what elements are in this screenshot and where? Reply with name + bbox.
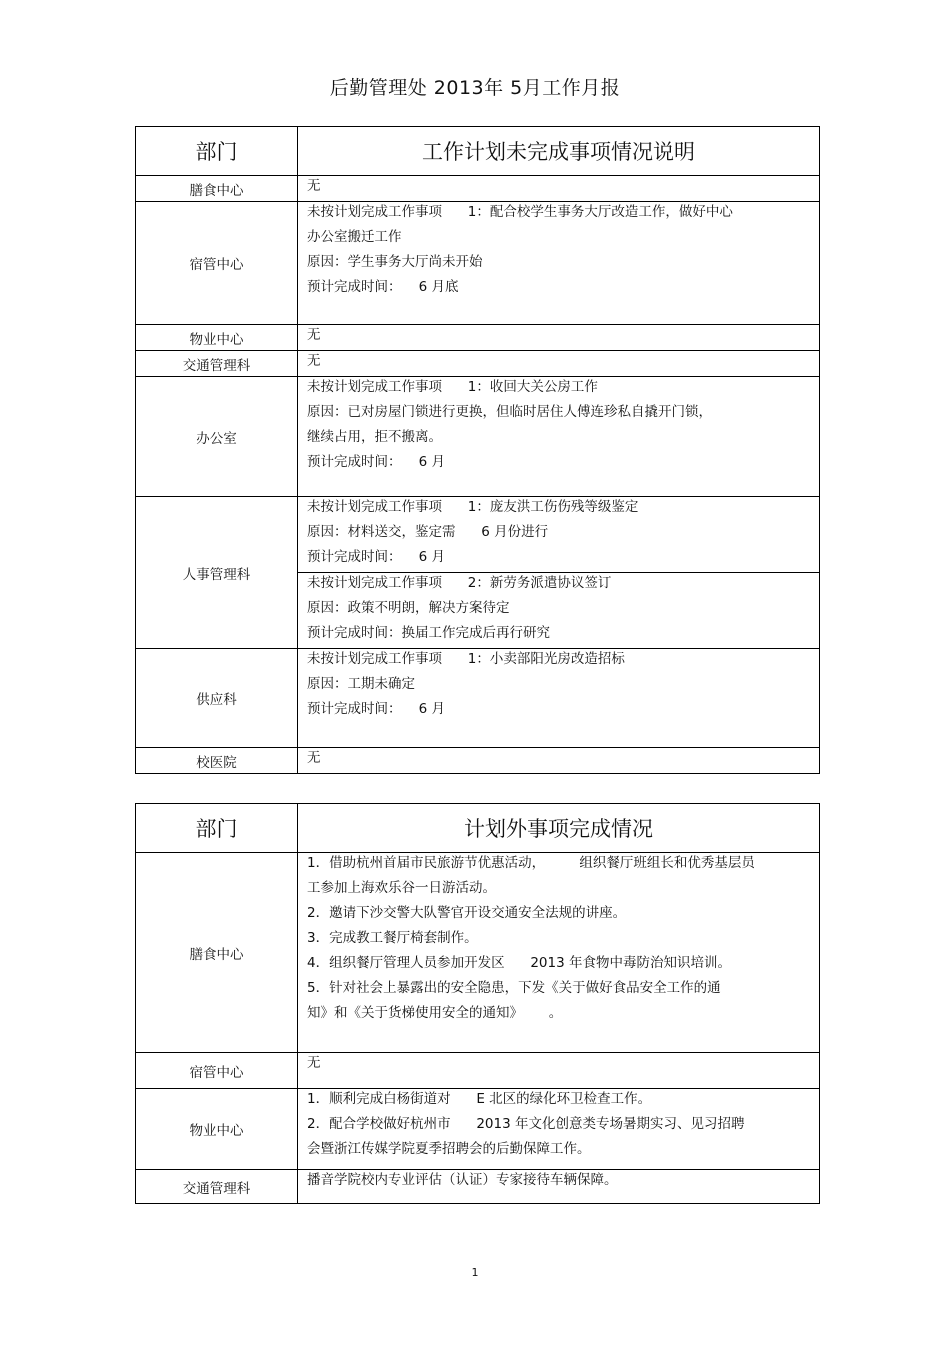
content-line: 预计完成时间： 6 月 (307, 454, 446, 470)
dept-cell: 物业中心 (136, 325, 298, 351)
dept-cell: 校医院 (136, 748, 298, 774)
content-line: 原因：已对房屋门锁进行更换，但临时居住人傅连珍私自撬开门锁， (307, 404, 712, 420)
table-row (136, 748, 820, 774)
content-cell (298, 649, 820, 748)
dept-cell: 办公室 (136, 377, 298, 497)
table-header-row (136, 804, 820, 853)
content-line: 未按计划完成工作事项 1：收回大关公房工作 (307, 379, 598, 395)
header-dept: 部门 (136, 127, 298, 176)
content-line: 无 (307, 327, 321, 343)
header-dept: 部门 (136, 804, 298, 853)
table-row (136, 351, 820, 377)
content-line: 预计完成时间：换届工作完成后再行研究 (307, 625, 550, 641)
content-cell (298, 351, 820, 377)
content-line: 2．配合学校做好杭州市 2013 年文化创意类专场暑期实习、见习招聘 (307, 1116, 745, 1132)
content-line: 1．顺利完成白杨街道对 E 北区的绿化环卫检查工作。 (307, 1091, 652, 1107)
content-cell (298, 573, 820, 649)
table-row (136, 1170, 820, 1204)
document-title: 后勤管理处 2013年 5月工作月报 (329, 77, 621, 99)
dept-cell: 物业中心 (136, 1089, 298, 1170)
content-line: 3．完成教工餐厅椅套制作。 (307, 930, 478, 946)
content-cell (298, 325, 820, 351)
content-line: 播音学院校内专业评估（认证）专家接待车辆保障。 (307, 1172, 618, 1188)
dept-cell: 供应科 (136, 649, 298, 748)
dept-cell: 交通管理科 (136, 1170, 298, 1204)
content-line: 5．针对社会上暴露出的安全隐患，下发《关于做好食品安全工作的通 (307, 980, 721, 996)
table-row (136, 1089, 820, 1170)
table-header-row (136, 127, 820, 176)
content-line: 1．借助杭州首届市民旅游节优惠活动， 组织餐厅班组长和优秀基层员 (307, 855, 755, 871)
header-content: 工作计划未完成事项情况说明 (298, 127, 820, 176)
content-line: 预计完成时间： 6 月底 (307, 279, 459, 295)
content-line: 2．邀请下沙交警大队警官开设交通安全法规的讲座。 (307, 905, 627, 921)
content-cell (298, 176, 820, 202)
table-row (136, 853, 820, 1053)
content-line: 知》和《关于货梯使用安全的通知》 。 (307, 1005, 563, 1021)
content-line: 未按计划完成工作事项 1：配合校学生事务大厅改造工作，做好中心 (307, 204, 733, 220)
content-line: 继续占用，拒不搬离。 (307, 429, 442, 445)
content-cell (298, 202, 820, 325)
content-line: 办公室搬迁工作 (307, 229, 402, 245)
content-line: 无 (307, 178, 321, 194)
content-line: 未按计划完成工作事项 1：小卖部阳光房改造招标 (307, 651, 625, 667)
content-line: 原因：政策不明朗，解决方案待定 (307, 600, 510, 616)
table-row (136, 1053, 820, 1089)
table-row (136, 497, 820, 573)
content-line: 原因：学生事务大厅尚未开始 (307, 254, 483, 270)
content-line: 无 (307, 750, 321, 766)
content-line: 预计完成时间： 6 月 (307, 549, 446, 565)
content-line: 工参加上海欢乐谷一日游活动。 (307, 880, 496, 896)
dept-cell: 膳食中心 (136, 176, 298, 202)
dept-cell: 膳食中心 (136, 853, 298, 1053)
header-content: 计划外事项完成情况 (298, 804, 820, 853)
content-line: 未按计划完成工作事项 1：庞友洪工伤伤残等级鉴定 (307, 499, 639, 515)
content-line: 原因：工期未确定 (307, 676, 415, 692)
content-line: 预计完成时间： 6 月 (307, 701, 446, 717)
content-cell (298, 377, 820, 497)
content-cell (298, 853, 820, 1053)
table-row (136, 325, 820, 351)
table-row (136, 649, 820, 748)
content-cell (298, 497, 820, 573)
page-number: 1 (471, 1266, 479, 1279)
content-line: 会暨浙江传媒学院夏季招聘会的后勤保障工作。 (307, 1141, 591, 1157)
unfinished-items-table (135, 126, 820, 774)
table-row (136, 202, 820, 325)
dept-cell: 宿管中心 (136, 1053, 298, 1089)
content-line: 原因：材料送交，鉴定需 6 月份进行 (307, 524, 549, 540)
content-cell (298, 1053, 820, 1089)
content-line: 未按计划完成工作事项 2：新劳务派遣协议签订 (307, 575, 612, 591)
content-cell (298, 1170, 820, 1204)
table-row (136, 377, 820, 497)
content-cell (298, 748, 820, 774)
dept-cell: 交通管理科 (136, 351, 298, 377)
content-cell (298, 1089, 820, 1170)
content-line: 无 (307, 1055, 321, 1071)
dept-cell: 人事管理科 (136, 497, 298, 649)
table-row (136, 176, 820, 202)
dept-cell: 宿管中心 (136, 202, 298, 325)
content-line: 4．组织餐厅管理人员参加开发区 2013 年食物中毒防治知识培训。 (307, 955, 731, 971)
content-line: 无 (307, 353, 321, 369)
unplanned-items-table (135, 803, 820, 1204)
